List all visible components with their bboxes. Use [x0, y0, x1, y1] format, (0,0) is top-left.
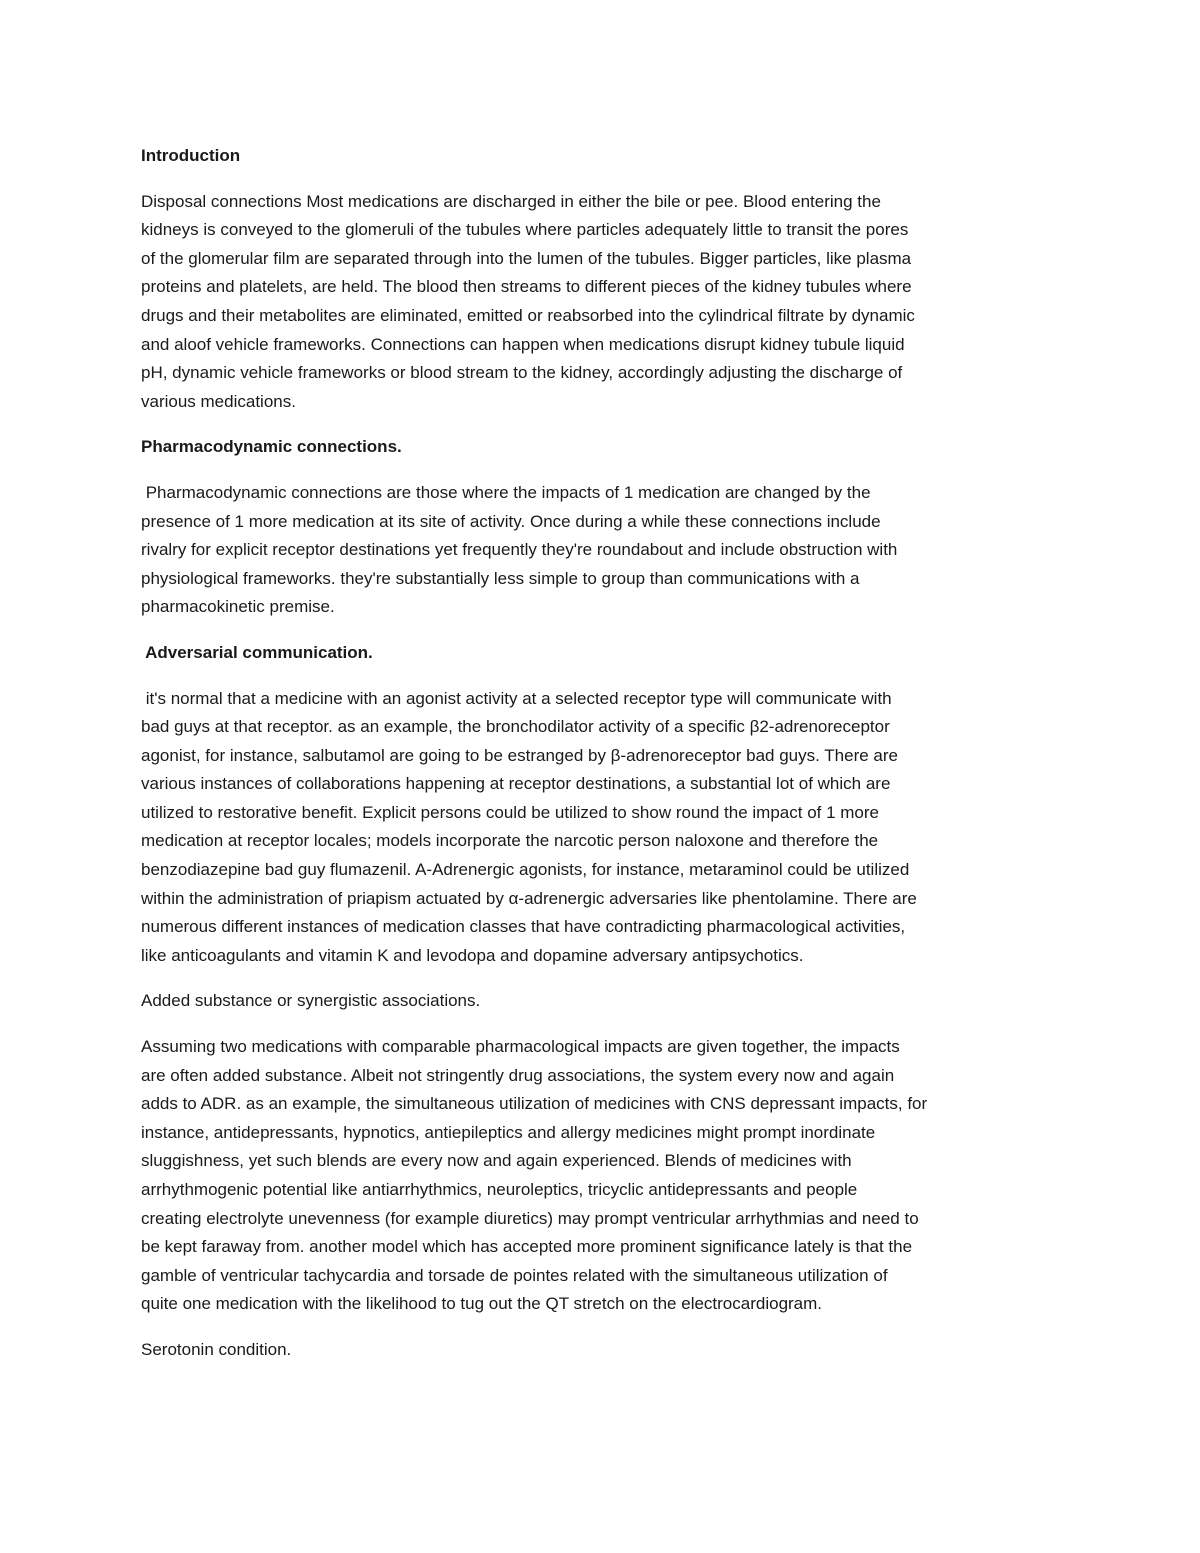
paragraph-line: utilized to restorative benefit. Explicit persons could be utilized to show round the impact of 1 more: [141, 802, 879, 822]
paragraph-line: bad guys at that receptor. as an example, the bronchodilator activity of a specific β2-adrenoreceptor: [141, 717, 890, 737]
paragraph-line: be kept faraway from. another model which has accepted more prominent significance lately is that the: [141, 1237, 913, 1257]
paragraph-line: creating electrolyte unevenness (for example diuretics) may prompt ventricular arrhythmias and need to: [141, 1208, 919, 1228]
paragraph-line: kidneys is conveyed to the glomeruli of the tubules where particles adequately little to transit the pores: [141, 220, 909, 240]
paragraph-line: Pharmacodynamic connections are those where the impacts of 1 medication are changed by the: [141, 482, 871, 502]
section-heading-synergistic: Added substance or synergistic associations.: [141, 991, 481, 1011]
paragraph-line: Disposal connections Most medications are discharged in either the bile or pee. Blood entering the: [141, 191, 881, 211]
paragraph-line: within the administration of priapism actuated by α-adrenergic adversaries like phentolamine. There are: [141, 888, 917, 908]
paragraph-line: proteins and platelets, are held. The blood then streams to different pieces of the kidney tubules where: [141, 277, 912, 297]
paragraph-line: Assuming two medications with comparable pharmacological impacts are given together, the impacts: [141, 1037, 900, 1057]
paragraph-pharmacodynamic: [141, 479, 1061, 622]
paragraph-line: adds to ADR. as an example, the simultaneous utilization of medicines with CNS depressant impacts, for: [141, 1094, 928, 1114]
document-body: [141, 142, 1061, 1382]
paragraph-line: rivalry for explicit receptor destinations yet frequently they're roundabout and include obstruction with: [141, 540, 898, 560]
paragraph-line: various medications.: [141, 391, 296, 411]
paragraph-line: gamble of ventricular tachycardia and torsade de pointes related with the simultaneous utilization of: [141, 1265, 888, 1285]
paragraph-line: various instances of collaborations happening at receptor destinations, a substantial lot of which are: [141, 774, 891, 794]
paragraph-synergistic: [141, 1033, 1061, 1319]
paragraph-line: numerous different instances of medication classes that have contradicting pharmacological activities,: [141, 917, 906, 937]
paragraph-line: arrhythmogenic potential like antiarrhythmics, neuroleptics, tricyclic antidepressants and people: [141, 1180, 858, 1199]
paragraph-line: sluggishness, yet such blends are every now and again experienced. Blends of medicines with: [141, 1151, 852, 1171]
paragraph-line: quite one medication with the likelihood to tug out the QT stretch on the electrocardiogram.: [141, 1294, 823, 1314]
paragraph-line: agonist, for instance, salbutamol are going to be estranged by β-adrenoreceptor bad guys. There are: [141, 745, 898, 765]
section-heading-serotonin: Serotonin condition.: [141, 1339, 292, 1359]
paragraph-adversarial: [141, 685, 1061, 971]
paragraph-line: instance, antidepressants, hypnotics, antiepileptics and allergy medicines might prompt inordinate: [141, 1122, 876, 1142]
paragraph-line: drugs and their metabolites are eliminated, emitted or reabsorbed into the cylindrical filtrate by dynamic: [141, 305, 915, 325]
paragraph-line: pharmacokinetic premise.: [141, 597, 335, 617]
paragraph-line: pH, dynamic vehicle frameworks or blood stream to the kidney, accordingly adjusting the discharge of: [141, 363, 903, 383]
section-heading-pharmacodynamic: Pharmacodynamic connections.: [141, 437, 402, 457]
paragraph-line: of the glomerular film are separated through into the lumen of the tubules. Bigger particles, like plasma: [141, 248, 912, 268]
paragraph-line: benzodiazepine bad guy flumazenil. A-Adrenergic agonists, for instance, metaraminol could be utilized: [141, 860, 910, 880]
paragraph-line: like anticoagulants and vitamin K and levodopa and dopamine adversary antipsychotics.: [141, 945, 804, 965]
paragraph-line: medication at receptor locales; models incorporate the narcotic person naloxone and therefore the: [141, 831, 879, 851]
paragraph-line: presence of 1 more medication at its site of activity. Once during a while these connections include: [141, 511, 881, 531]
paragraph-line: are often added substance. Albeit not stringently drug associations, the system every now and again: [141, 1065, 895, 1085]
section-heading-introduction: Introduction: [141, 146, 241, 165]
paragraph-introduction: [141, 188, 1061, 417]
paragraph-line: and aloof vehicle frameworks. Connections can happen when medications disrupt kidney tubule liquid: [141, 334, 905, 354]
paragraph-line: it's normal that a medicine with an agonist activity at a selected receptor type will communicate with: [141, 688, 892, 708]
paragraph-line: physiological frameworks. they're substantially less simple to group than communications with a: [141, 568, 860, 588]
section-heading-adversarial: Adversarial communication.: [141, 642, 373, 662]
